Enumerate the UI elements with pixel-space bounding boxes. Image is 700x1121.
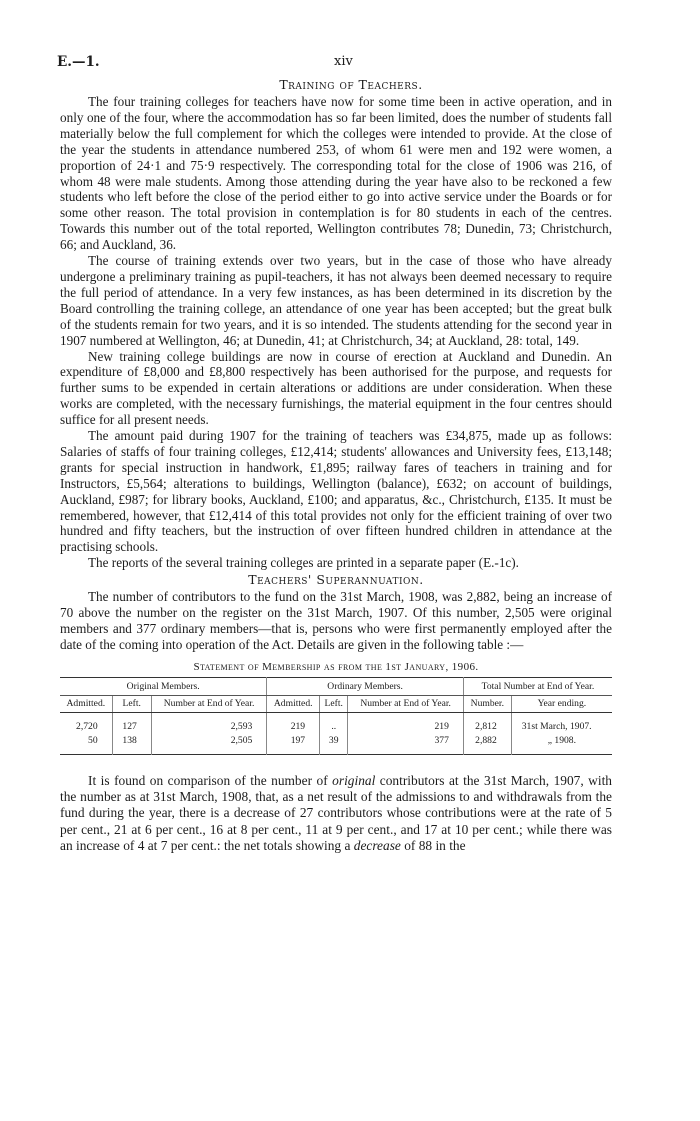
table-cell: 2,812: [463, 712, 511, 734]
table-row: [60, 734, 612, 755]
closing-emphasis-original: original: [332, 772, 376, 788]
col-ordinary-admitted: Admitted.: [267, 695, 320, 712]
table-cell: 197: [267, 734, 320, 755]
closing-text-2: contributors at the 31st March, 1907, with the number as at 31st March, 1908, that, as a net result of the admissions to and withdrawals from the fund during the year, there is a decrease of 27 contributors whose contributions were at the rate of 5 per cent., 21 at 6 per cent., 16 at 8 per cent., 11 at 9 per cent., and 17 at 10 per cent.; while there was an increase of 4 at 7 per cent.: the net totals showing a: [60, 772, 612, 853]
col-year-ending: Year ending.: [511, 695, 612, 712]
training-paragraph-1: The four training colleges for teachers have now for some time been in active operation, and in only one of the four, where the accommodation has so far been limited, does the number of students fall materially below the full complement for which the colleges were intended to provide. At the close of the year the students in attendance numbered 253, of whom 61 were men and 192 were women, a proportion of 24·1 and 75·9 respectively. The corresponding total for the close of 1906 was 216, of whom 48 were male students. Among those attending during the year have also to be reckoned a few students who left before the close of the period either to go into active service under the Boards or for some other reason. The total provision in contemplation is for 80 students in each of the centres. Towards this number out of the total reported, Wellington contributes 78; Dunedin, 73; Christchurch, 66; and Auckland, 36.: [60, 94, 612, 253]
col-ordinary-end: Number at End of Year.: [348, 695, 464, 712]
table-cell: 138: [112, 734, 151, 755]
page-body: [60, 52, 612, 854]
training-paragraph-3: New training college buildings are now in course of erection at Auckland and Dunedin. An expenditure of £8,000 and £8,800 respectively has been authorised for the purpose, and requests for further sums to be expended in certain alterations or additions are under consideration. When these works are completed, with the necessary furnishings, the material equipment in the four centres should suffice for all present needs.: [60, 348, 612, 428]
col-ordinary-left: Left.: [320, 695, 348, 712]
table-cell: 219: [267, 712, 320, 734]
table-row: [60, 712, 612, 734]
training-paragraph-2: The course of training extends over two years, but in the case of those who have already undergone a preliminary training as pupil-teachers, it has not always been deemed necessary to require the full period of attendance. In a very few instances, as has been determined in its discretion by the Board controlling the training college, an attendance of one year has been accepted; but the great bulk of the students remain for two years, and it is so intended. The students attending for the second year in 1907 numbered at Wellington, 46; at Dunedin, 41; at Christchurch, 34; at Auckland, 28: total, 149.: [60, 253, 612, 348]
table-group-header-row: [60, 677, 612, 695]
table-cell: 2,505: [151, 734, 267, 755]
training-paragraph-5: The reports of the several training colleges are printed in a separate paper (E.-1c).: [88, 555, 519, 571]
table-cell: 50: [60, 734, 112, 755]
document-reference: E.—1.: [57, 54, 100, 70]
group-total-number: Total Number at End of Year.: [463, 677, 612, 695]
superannuation-paragraph-1: The number of contributors to the fund on the 31st March, 1908, was 2,882, being an increase of 70 above the number on the register on the 31st March, 1907. Of this number, 2,505 were original members and 377 ordinary members—that is, persons who were first permanently employed after the date of the coming into operation of the Act. Details are given in the following table :—: [60, 589, 612, 652]
table-cell: 2,593: [151, 712, 267, 734]
superannuation-heading: Teachers' Superannuation.: [248, 572, 424, 588]
table-cell: 2,720: [60, 712, 112, 734]
table-cell: 39: [320, 734, 348, 755]
table-column-header-row: [60, 695, 612, 712]
training-paragraph-4: The amount paid during 1907 for the training of teachers was £34,875, made up as follows: Salaries of staffs of four training colleges, £12,414; students' allowances and University fees, £13,148; grants for special instruction in handwork, £1,895; railway fares of teachers in training and for Instructors, £5,564; alterations to buildings, Wellington (balance), £632; on account of buildings, Auckland, £987; for library books, Auckland, £100; and apparatus, &c., Christchurch, £135. It must be remembered, however, that £12,414 of this total provides not only for the efficient training of over two hundred and fifty teachers, but the instruction of over fifteen hundred children in attendance at the practising schools.: [60, 428, 612, 555]
closing-text-3: of 88 in the: [400, 838, 466, 853]
col-original-left: Left.: [112, 695, 151, 712]
col-total-number: Number.: [463, 695, 511, 712]
table-cell: „ 1908.: [547, 734, 576, 746]
table-cell: 2,882: [463, 734, 511, 755]
table-cell: 127: [112, 712, 151, 734]
table-cell: 219: [348, 712, 464, 734]
table-cell: ..: [320, 712, 348, 734]
page-number: xiv: [334, 54, 353, 69]
table-cell: 31st March, 1907.: [521, 720, 592, 732]
group-original-members: Original Members.: [60, 677, 267, 695]
closing-text-1: It is found on comparison of the number of: [88, 772, 333, 788]
col-original-end: Number at End of Year.: [151, 695, 267, 712]
table-cell: 377: [348, 734, 464, 755]
training-heading: Training of Teachers.: [279, 77, 423, 92]
membership-table: [60, 677, 612, 755]
closing-emphasis-decrease: decrease: [353, 838, 401, 853]
closing-paragraph: [60, 773, 612, 854]
col-original-admitted: Admitted.: [60, 695, 112, 712]
table-caption: Statement of Membership as from the 1st January, 1906.: [193, 660, 479, 673]
group-ordinary-members: Ordinary Members.: [267, 677, 464, 695]
